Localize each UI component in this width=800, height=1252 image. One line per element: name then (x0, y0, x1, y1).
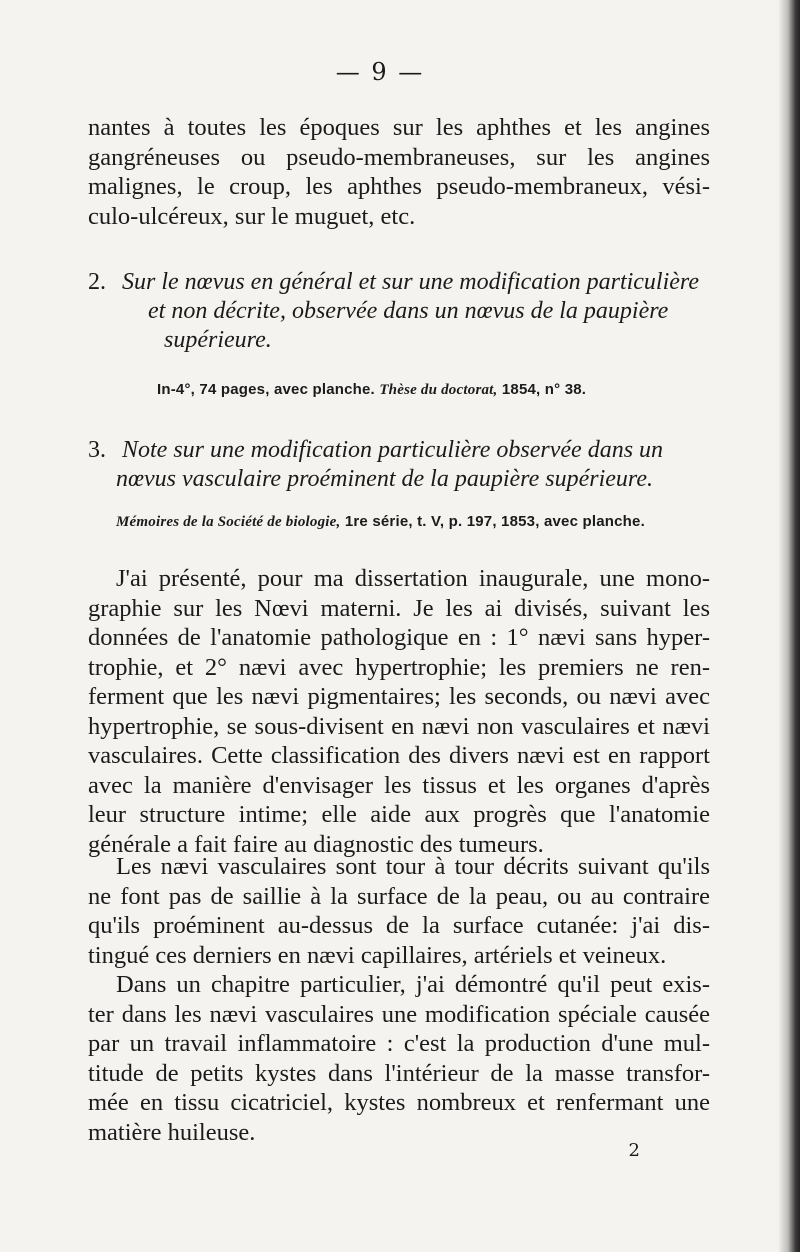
p1-line-10: générale a fait faire au diagnostic des tumeurs. (88, 830, 544, 858)
intro-line-2: gangréneuses ou pseudo-membraneuses, sur les angines (88, 143, 710, 171)
p3-line-6: matière huileuse. (88, 1118, 256, 1146)
page-edge-shadow (778, 0, 800, 1252)
p3-line-2: ter dans les nævi vasculaires une modification spéciale causée (88, 1000, 710, 1028)
p1-line-1: J'ai présenté, pour ma dissertation inaugurale, une mono- (116, 565, 710, 592)
paragraph-3-text (88, 970, 710, 1147)
p3-line-4: titude de petits kystes dans l'intérieur de la masse transfor- (88, 1059, 710, 1087)
p1-line-4: trophie, et 2° nævi avec hypertrophie; les premiers ne ren- (88, 653, 710, 681)
item-2-title-line-1: Sur le nœvus en général et sur une modification particulière (122, 269, 700, 295)
item-3-source-end: 1re série, t. V, p. 197, 1853, avec planche. (344, 513, 645, 530)
p1-line-7: vasculaires. Cette classification des divers nævi est en rapport (88, 742, 710, 769)
p1-line-3: données de l'anatomie pathologique en : 1° nævi sans hyper- (88, 624, 710, 651)
p3-line-3: par un travail inflammatoire : c'est la production d'une mul- (88, 1030, 710, 1057)
paragraph-2 (88, 852, 710, 970)
paragraph-3 (88, 970, 710, 1147)
p1-line-8: avec la manière d'envisager les tissus et les organes d'après (88, 771, 710, 799)
p1-line-9: leur structure intime; elle aide aux progrès que l'anatomie (88, 801, 710, 828)
item-2-title (88, 268, 710, 355)
p2-line-3: qu'ils proéminent au-dessus de la surface cutanée: j'ai dis- (88, 912, 710, 939)
item-3-title (88, 436, 710, 494)
intro-line-3: malignes, le croup, les aphthes pseudo-membraneux, vési- (88, 173, 710, 200)
p2-line-4: tingué ces derniers en nævi capillaires, artériels et veineux. (88, 941, 667, 969)
p3-line-1: Dans un chapitre particulier, j'ai démontré qu'il peut exis- (116, 971, 710, 998)
item-2-number: 2. (88, 269, 106, 295)
item-3-source-italic: Mémoires de la Société de biologie, (116, 514, 341, 530)
item-3-source (116, 512, 716, 532)
item-2-source-italic: Thèse du doctorat, (379, 382, 498, 398)
page-number: — 9 — (335, 58, 425, 86)
p3-line-5: mée en tissu cicatriciel, kystes nombreux et renfermant une (88, 1089, 710, 1116)
item-2-source-plain: In-4°, 74 pages, avec planche. (157, 381, 375, 398)
item-3-title-line-1: Note sur une modification particulière observée dans un (122, 437, 664, 463)
intro-line-4: culo-ulcéreux, sur le muguet, etc. (88, 202, 416, 230)
paragraph-2-text (88, 852, 710, 970)
intro-paragraph (88, 113, 710, 231)
signature-mark: 2 (628, 1140, 640, 1161)
p1-line-6: hypertrophie, se sous-divisent en nævi non vasculaires et nævi (88, 712, 710, 740)
p1-line-5: ferment que les nævi pigmentaires; les seconds, ou nævi avec (88, 683, 710, 710)
item-2-title-line-2: et non décrite, observée dans un nœvus de la paupière (148, 298, 669, 324)
paragraph-1 (88, 564, 710, 859)
intro-text (88, 113, 710, 231)
p1-line-2: graphie sur les Nœvi materni. Je les ai divisés, suivant les (88, 594, 710, 622)
p2-line-1: Les nævi vasculaires sont tour à tour décrits suivant qu'ils (116, 853, 710, 880)
item-2-title-line-3: supérieure. (164, 327, 272, 353)
item-2-source (157, 380, 717, 400)
intro-line-1: nantes à toutes les époques sur les aphthes et les angines (88, 114, 710, 141)
item-3-number: 3. (88, 437, 106, 463)
item-3-title-line-2: nœvus vasculaire proéminent de la paupière supérieure. (116, 466, 653, 492)
item-2-source-end: 1854, n° 38. (501, 381, 587, 398)
p2-line-2: ne font pas de saillie à la surface de la peau, ou au contraire (88, 882, 710, 910)
paragraph-1-text (88, 564, 710, 859)
